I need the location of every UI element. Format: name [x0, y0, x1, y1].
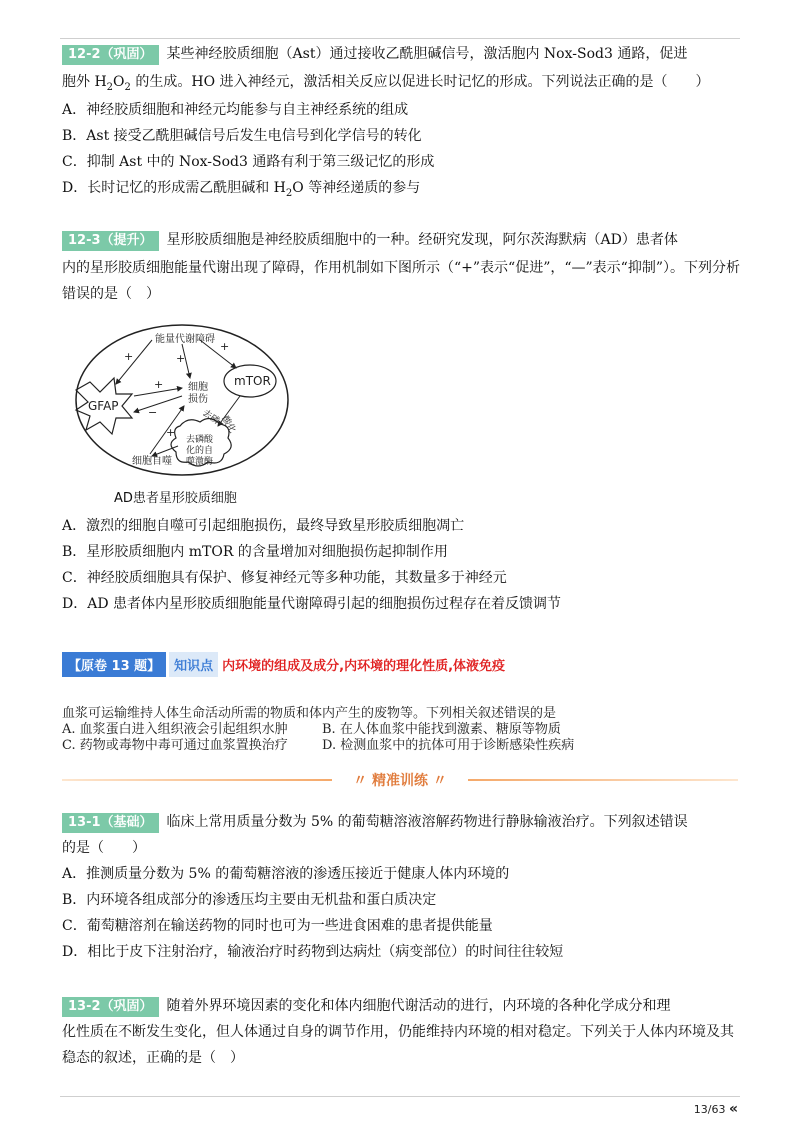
question-12-3-stem-cont: 内的星形胶质细胞能量代谢出现了障碍，作用机制如下图所示（“+”表示“促进”，“—”表示“抑制”）。下列分析: [62, 260, 740, 276]
banner-title: 〃 精准训练 〃: [353, 773, 447, 789]
option-c: C．神经胶质细胞具有保护、修复神经元等多种功能，其数量多于神经元: [62, 570, 507, 586]
question-13-2-stem-cont: 化性质在不断发生变化，但人体通过自身的调节作用，仍能维持内环境的相对稳定。下列关于人体内环境及其: [62, 1024, 734, 1040]
label-gfap: GFAP: [88, 399, 119, 413]
option-a: A．激烈的细胞自噬可引起细胞损伤，最终导致星形胶质细胞凋亡: [62, 518, 465, 534]
question-tag: 13-2（巩固）: [62, 997, 159, 1017]
original-option-d: D. 检测血浆中的抗体可用于诊断感染性疾病: [322, 738, 575, 753]
label-cloud-3: 噬激酶: [186, 457, 214, 467]
label-autophagy: 细胞自噬: [132, 456, 172, 467]
sign-plus: +: [154, 378, 164, 391]
option-c: C．葡萄糖溶剂在输送药物的同时也可为一些进食困难的患者提供能量: [62, 918, 493, 934]
option-d: D．长时记忆的形成需乙酰胆碱和 $H_2O$ 等神经递质的参与: [62, 180, 421, 199]
label-cloud-2: 化的自: [186, 446, 214, 456]
question-13-1-stem-cont: 的是（ ）: [62, 840, 146, 856]
original-question-stem: 血浆可运输维持人体生命活动所需的物质和体内产生的废物等。下列相关叙述错误的是: [62, 706, 557, 721]
option-a: A．神经胶质细胞和神经元均能参与自主神经系统的组成: [62, 102, 409, 118]
sign-plus: +: [166, 426, 176, 439]
label-energy: 能量代谢障碍: [155, 334, 215, 345]
option-a: A．推测质量分数为 5% 的葡萄糖溶液的渗透压接近于健康人体内环境的: [62, 866, 510, 882]
section-banner: [62, 770, 738, 790]
original-option-c: C. 药物或毒物中毒可通过血浆置换治疗: [62, 738, 288, 753]
sign-plus: +: [124, 350, 134, 363]
question-tag: 12-2（巩固）: [62, 45, 159, 65]
prev-arrow-icon[interactable]: «: [728, 1101, 738, 1117]
question-tag: 12-3（提升）: [62, 231, 159, 251]
sign-plus: +: [220, 340, 230, 353]
option-b: B．内环境各组成部分的渗透压均主要由无机盐和蛋白质决定: [62, 892, 437, 908]
knowledge-point-text: 内环境的组成及成分,内环境的理化性质,体液免疫: [222, 659, 506, 674]
label-mtor: mTOR: [234, 374, 271, 388]
option-d: D．AD 患者体内星形胶质细胞能量代谢障碍引起的细胞损伤过程存在着反馈调节: [62, 596, 562, 612]
option-b: B．Ast 接受乙酰胆碱信号后发生电信号到化学信号的转化: [62, 128, 422, 144]
ad-astrocyte-diagram: [70, 318, 300, 510]
arrow-energy-gfap: [116, 340, 152, 384]
sign-minus: −: [148, 406, 158, 419]
original-option-a: A. 血浆蛋白进入组织液会引起组织水肿: [62, 722, 288, 737]
page-number: 13/63 «: [693, 1101, 738, 1117]
original-question-label: 【原卷 13 题】: [62, 652, 166, 677]
label-cloud-1: 去磷酸: [186, 435, 214, 445]
question-12-3-stem-end: 错误的是（ ）: [62, 286, 160, 302]
label-damage-2: 损伤: [188, 394, 208, 405]
label-acid: 酸化: [219, 414, 238, 436]
knowledge-point-label: 知识点: [169, 652, 218, 677]
question-13-2-stem: 13-2（巩固） 随着外界环境因素的变化和体内细胞代谢活动的进行，内环境的各种化学成分和理: [62, 996, 671, 1017]
question-13-2-stem-end: 稳态的叙述，正确的是（ ）: [62, 1050, 244, 1066]
question-12-2-stem-cont: 胞外 $H_2O_2$ 的生成。HO 进入神经元，激活相关反应以促进长时记忆的形成。下列说法正确的是（ ）: [62, 74, 710, 93]
question-tag: 13-1（基础）: [62, 813, 159, 833]
label-dephos: 去磷: [200, 408, 221, 427]
bottom-rule: [60, 1096, 740, 1097]
diagram-caption: AD患者星形胶质细胞: [114, 491, 237, 506]
arrow-damage-gfap: [134, 396, 182, 412]
option-d: D．相比于皮下注射治疗，输液治疗时药物到达病灶（病变部位）的时间往往较短: [62, 944, 564, 960]
question-13-1-stem: 13-1（基础） 临床上常用质量分数为 5% 的葡萄糖溶液溶解药物进行静脉输液治疗。下列叙述错误: [62, 812, 688, 833]
question-12-3-stem: 12-3（提升） 星形胶质细胞是神经胶质细胞中的一种。经研究发现，阿尔茨海默病（AD）患者体: [62, 230, 678, 251]
original-option-b: B. 在人体血浆中能找到激素、糖原等物质: [322, 722, 561, 737]
arrow-energy-mtor: [200, 340, 236, 368]
original-question-header: [62, 652, 505, 677]
top-rule: [60, 38, 740, 39]
option-b: B．星形胶质细胞内 mTOR 的含量增加对细胞损伤起抑制作用: [62, 544, 448, 560]
question-12-2-stem: 12-2（巩固） 某些神经胶质细胞（Ast）通过接收乙酰胆碱信号，激活胞内 Nox-Sod3 通路，促进: [62, 44, 687, 65]
option-c: C．抑制 Ast 中的 Nox-Sod3 通路有利于第三级记忆的形成: [62, 154, 435, 170]
sign-plus: +: [176, 352, 186, 365]
label-damage-1: 细胞: [188, 382, 208, 393]
